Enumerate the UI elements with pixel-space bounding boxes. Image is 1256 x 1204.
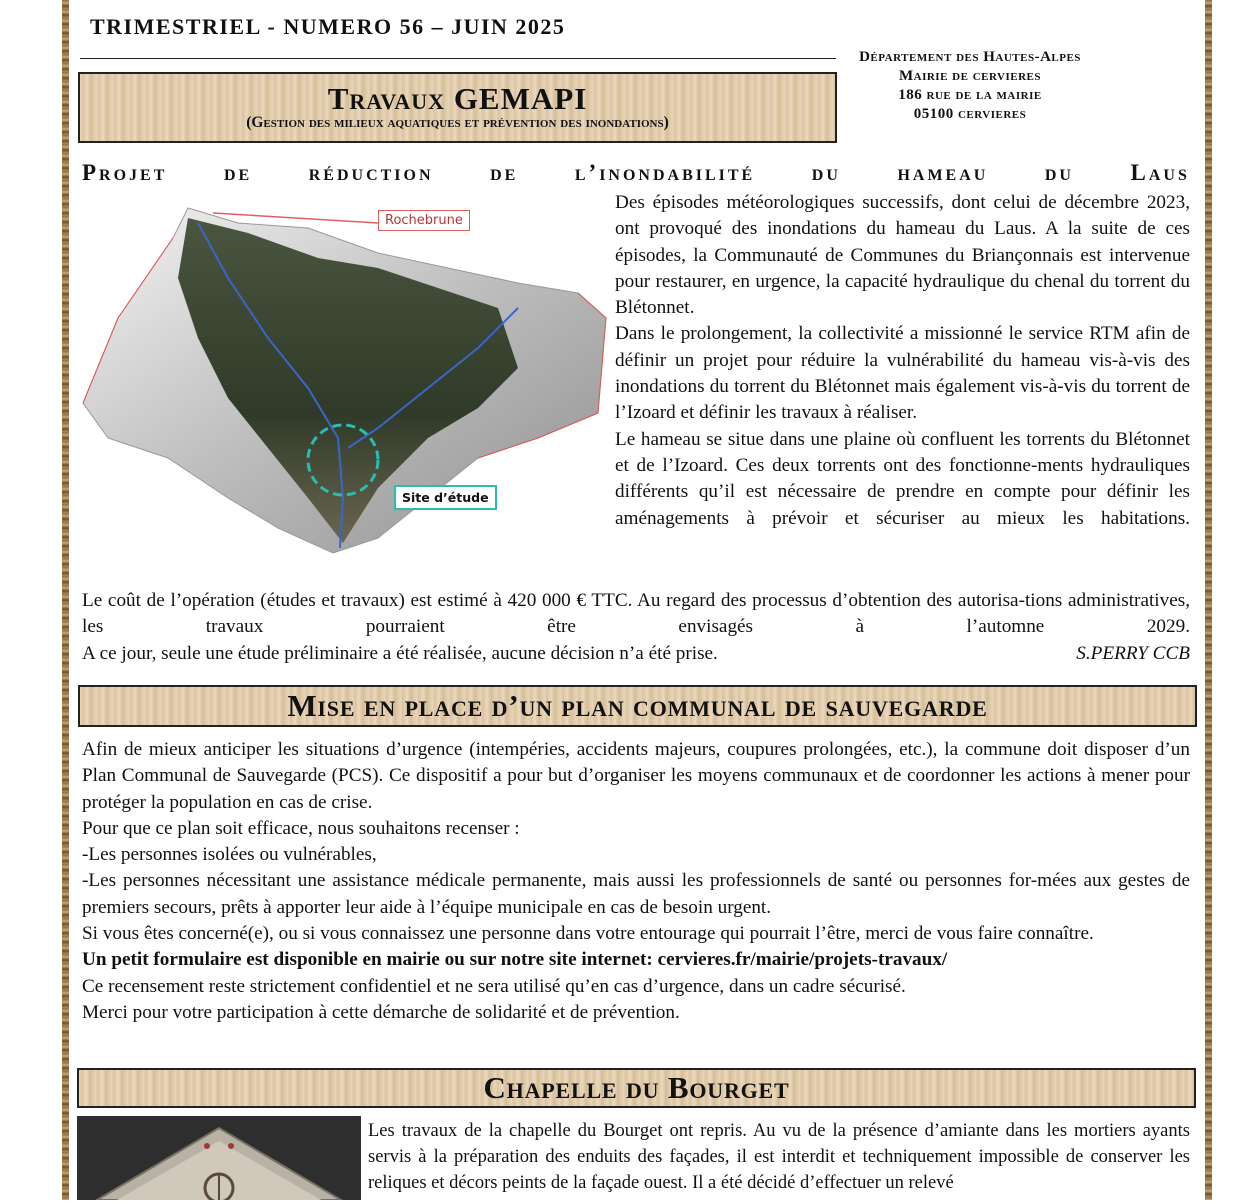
chapelle-text [368, 1118, 1190, 1196]
paragraph: -Les personnes isolées ou vulnérables, [82, 844, 377, 866]
signature: S.PERRY CCB [1076, 642, 1190, 664]
paragraph: Le hameau se situe dans une plaine où confluent les torrents du Blétonnet et de l’Izoard. Ces deux torrents ont des fonctionne-ments hydrauliques différents qu’il est nécessaire de prendre en compte pour définir les aménagements à prévoir et sécuriser au mieux les habitations. [615, 428, 1190, 529]
paragraph: Pour que ce plan soit efficace, nous souhaitons recenser : [82, 817, 520, 839]
project-heading [82, 160, 1190, 186]
heading-word: du [811, 160, 841, 185]
page-frame-left [62, 0, 69, 1200]
status-line: A ce jour, seule une étude préliminaire a été réalisée, aucune décision n’a été prise. [82, 642, 718, 664]
gemapi-text-column [615, 190, 1190, 532]
header-rule [80, 58, 836, 59]
address-line: 05100 cervieres [913, 106, 1027, 122]
paragraph: Afin de mieux anticiper les situations d’urgence (intempéries, accidents majeurs, coupures prolongées, etc.), la commune doit disposer d’un Plan Communal de Sauvegarde (PCS). Ce dispositif a pour but d’organiser les moyens communaux et de coordonner les actions à mener pour protéger la population en cas de crise. [82, 739, 1190, 813]
gemapi-banner [78, 72, 837, 143]
paragraph: Des épisodes météorologiques successifs, dont celui de décembre 2023, ont provoqué des inondations du hameau du Laus. A la suite de ces épisodes, la Communauté de Communes du Briançonnais est intervenue pour restaurer, en urgence, la capacité hydraulique du chenal du torrent du Blétonnet. [615, 192, 1190, 319]
issue-header: TRIMESTRIEL - NUMERO 56 – JUIN 2025 [90, 14, 566, 39]
valley-3d-map-image [78, 198, 610, 580]
address-line: Département des Hautes-Alpes [859, 49, 1081, 65]
section-title: Travaux GEMAPI [327, 81, 588, 116]
address-line: 186 rue de la mairie [898, 87, 1042, 103]
paragraph: -Les personnes nécessitant une assistance médicale permanente, mais aussi les professionnels de santé ou personnes for-mées aux gestes de premiers secours, prêts à apporter leur aide à l’équipe municipale en cas de besoin urgent. [82, 870, 1190, 918]
paragraph: Ce recensement reste strictement confidentiel et ne sera utilisé qu’en cas d’urgence, dans un cadre sécurisé. [82, 975, 906, 997]
page-frame-right [1205, 0, 1212, 1200]
rochebrune-label: Rochebrune [378, 210, 470, 231]
address-line: Mairie de cervieres [898, 68, 1042, 84]
section-subtitle: (Gestion des milieux aquatiques et prévention des inondations) [246, 114, 669, 131]
chapelle-banner [77, 1068, 1196, 1108]
study-site-label: Site d’étude [394, 485, 497, 510]
heading-word: de [490, 160, 519, 185]
paragraph: Si vous êtes concerné(e), ou si vous connaissez une personne dans votre entourage qui pourrait l’être, merci de vous faire connaître. [82, 923, 1094, 945]
chapel-facade-image [77, 1116, 361, 1200]
chapel-facade-svg [77, 1116, 361, 1200]
heading-word: réduction [308, 160, 434, 185]
paragraph: Merci pour votre participation à cette démarche de solidarité et de prévention. [82, 1001, 680, 1023]
section-title: Chapelle du Bourget [483, 1070, 790, 1105]
paragraph-status [82, 641, 1190, 667]
heading-word: Projet [82, 160, 168, 185]
pcs-text [82, 737, 1190, 1026]
heading-word: l’inondabilité [574, 160, 756, 185]
paragraph: Le coût de l’opération (études et travaux) est estimé à 420 000 € TTC. Au regard des processus d’obtention des autorisa-tions administratives, les travaux pourraient être envisagés à l’automne 2029. [82, 590, 1190, 638]
paragraph: Dans le prolongement, la collectivité a missionné le service RTM afin de définir un projet pour réduire la vulnérabilité du hameau vis-à-vis des inondations du torrent du Blétonnet mais également vis-à-vis du torrent de l’Izoard et définir les travaux à réaliser. [615, 323, 1190, 424]
valley-map-svg [78, 198, 610, 580]
section-title: Mise en place d’un plan communal de sauvegarde [287, 688, 988, 723]
form-link-line: Un petit formulaire est disponible en mairie ou sur notre site internet: cervieres.fr/mairie/projets-travaux/ [82, 949, 948, 971]
mairie-address [850, 48, 1090, 124]
heading-word: du [1044, 160, 1074, 185]
heading-word: Laus [1130, 160, 1190, 185]
heading-word: hameau [897, 160, 989, 185]
pcs-banner [78, 685, 1197, 727]
paragraph: Les travaux de la chapelle du Bourget ont repris. Au vu de la présence d’amiante dans les mortiers ayants servis à la préparation des enduits des façades, il est interdit et techniquement impossible de conserver les reliques et décors peints de la façade ouest. Il a été décidé d’effectuer un relevé [368, 1121, 1190, 1193]
gemapi-cost-text [82, 588, 1190, 667]
heading-word: de [223, 160, 253, 185]
